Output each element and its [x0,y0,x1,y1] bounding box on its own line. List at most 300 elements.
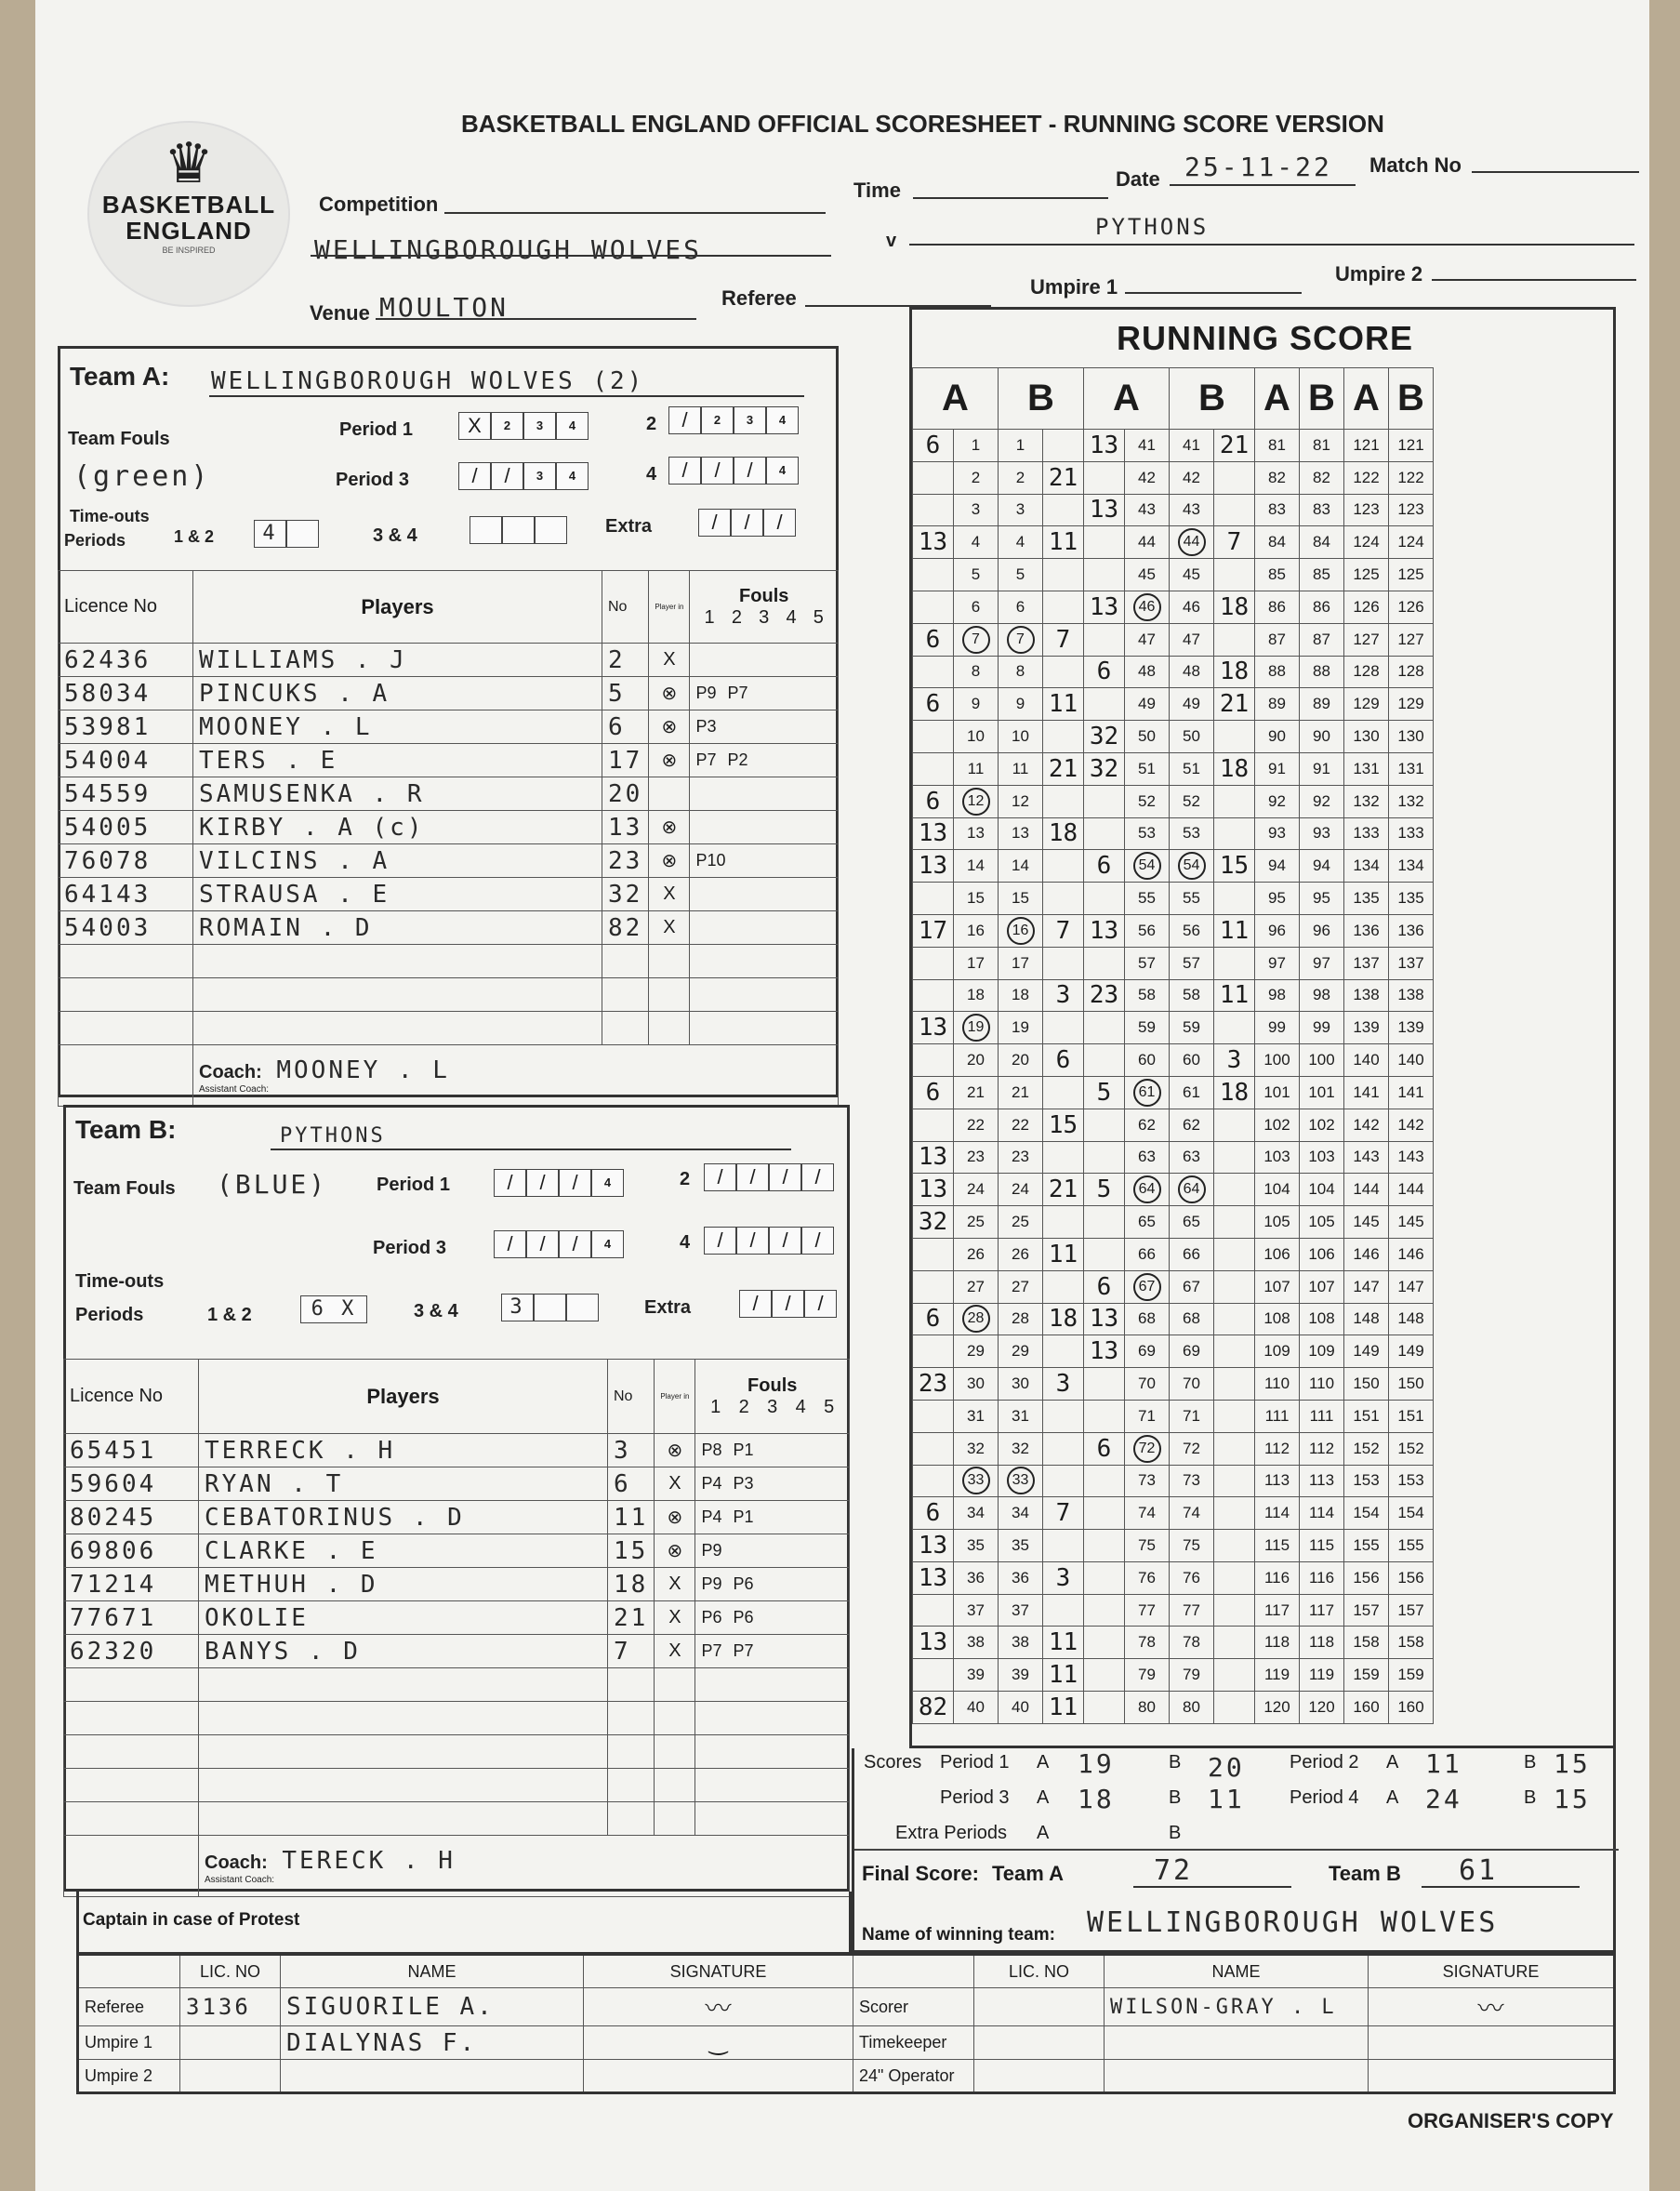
rs-score-a2: 45 [1125,559,1170,591]
team-b-player-row [64,1735,850,1769]
team-a-timeouts-34 [470,516,567,544]
rs-score-b3: 91 [1300,752,1344,785]
final-team-b-label: Team B [1329,1862,1401,1885]
team-a-period3-label: Period 3 [336,470,409,490]
p4-a-score: 24 [1425,1784,1462,1814]
rs-player-a1: 6 [913,1497,954,1530]
team-b-player-in: ⊗ [655,1534,695,1568]
date-value: 25-11-22 [1184,152,1332,182]
rs-score-b2: 63 [1170,1141,1214,1174]
team-b-player-name: OKOLIE [199,1601,608,1635]
rs-score-b3: 119 [1300,1659,1344,1692]
rs-player-b1: 11 [1043,1692,1084,1724]
rs-score-a2: 67 [1125,1270,1170,1303]
rs-header-7: B [1389,368,1434,430]
rs-score-b2: 79 [1170,1659,1214,1692]
rs-player-a2 [1084,1141,1125,1174]
rs-score-a2: 62 [1125,1109,1170,1141]
p1-b-score: 20 [1208,1752,1245,1783]
rs-score-a1: 34 [954,1497,999,1530]
rs-player-a1 [913,752,954,785]
rs-player-b2: 11 [1214,914,1255,947]
p1-b-label: B [1169,1752,1182,1773]
rs-player-a1: 13 [913,1627,954,1659]
rs-score-b4: 142 [1389,1109,1434,1141]
team-b-timeouts-label: Time-outs [75,1271,165,1292]
team-b-player-row [64,1702,850,1735]
rs-score-a1: 14 [954,850,999,883]
rs-player-a1: 13 [913,1561,954,1594]
rs-score-a3: 91 [1255,752,1300,785]
rs-row [913,1432,1434,1465]
rs-player-a1 [913,1335,954,1368]
team-a-player-licence: 76078 [59,844,193,878]
rs-score-b2: 48 [1170,656,1214,688]
rs-player-a1 [913,1432,954,1465]
rs-score-b4: 130 [1389,721,1434,753]
rs-player-b1 [1043,1335,1084,1368]
rs-row [913,494,1434,526]
team-a-empty-cell [602,978,649,1012]
team-b-period3-fouls: / / / 4 [494,1230,624,1258]
rs-score-b3: 84 [1300,526,1344,559]
rs-player-a2: 23 [1084,979,1125,1012]
team-a-panel [58,346,839,1097]
team-a-period1-fouls: X 2 3 4 [458,412,589,440]
rs-score-b2: 47 [1170,623,1214,656]
rs-score-a2: 53 [1125,817,1170,850]
rs-player-a1 [913,721,954,753]
rs-score-b4: 135 [1389,883,1434,915]
rs-player-a1 [913,559,954,591]
p3-b-label: B [1169,1787,1182,1808]
rs-score-a3: 104 [1255,1174,1300,1206]
team-b-empty-cell [608,1668,655,1702]
rs-score-b3: 110 [1300,1368,1344,1401]
extra-b-label: B [1169,1823,1182,1843]
rs-row [913,656,1434,688]
rs-score-b2: 55 [1170,883,1214,915]
rs-score-b3: 92 [1300,785,1344,817]
rs-score-a2: 76 [1125,1561,1170,1594]
rs-player-b2 [1214,883,1255,915]
rs-row [913,1012,1434,1044]
rs-row [913,461,1434,494]
rs-score-a3: 95 [1255,883,1300,915]
rs-score-b3: 96 [1300,914,1344,947]
team-a-player-name: VILCINS . A [193,844,602,878]
team-a-player-no: 82 [602,911,649,945]
rs-player-b1 [1043,883,1084,915]
rs-score-b3: 87 [1300,623,1344,656]
team-a-fouls-header: Fouls 1 2 3 4 5 [690,571,839,644]
team-a-player-fouls [690,777,839,811]
rs-score-a4: 132 [1344,785,1389,817]
team-b-player-name: CEBATORINUS . D [199,1501,608,1534]
team-a-empty-cell [59,978,193,1012]
team-a-periods-12: 1 & 2 [174,527,215,546]
rs-score-b2: 75 [1170,1530,1214,1562]
rs-player-a1: 13 [913,850,954,883]
rs-score-a1: 5 [954,559,999,591]
team-b-period2-fouls: / / / / [704,1163,834,1191]
rs-score-a4: 145 [1344,1206,1389,1239]
team-b-period4-label: 4 [680,1232,691,1253]
team-a-player-row [59,844,839,878]
team-a-player-row [59,911,839,945]
running-score-title: RUNNING SCORE [1117,319,1414,357]
rs-player-a2 [1084,1561,1125,1594]
rs-player-a2 [1084,1497,1125,1530]
rs-score-b1: 1 [999,430,1043,462]
rs-score-a1: 27 [954,1270,999,1303]
rs-player-b2 [1214,1400,1255,1432]
team-a-player-name: WILLIAMS . J [193,644,602,677]
team-b-player-licence: 62320 [64,1635,199,1668]
rs-player-b2 [1214,559,1255,591]
rs-score-a4: 144 [1344,1174,1389,1206]
rs-score-a3: 85 [1255,559,1300,591]
rs-score-a1: 11 [954,752,999,785]
team-a-player-in: ⊗ [649,844,690,878]
rs-score-a4: 130 [1344,721,1389,753]
rs-score-b3: 113 [1300,1465,1344,1497]
team-b-empty-cell [695,1702,850,1735]
rs-score-b3: 103 [1300,1141,1344,1174]
captain-protest-label: Captain in case of Protest [83,1910,300,1930]
rs-score-a1: 3 [954,494,999,526]
team-b-player-licence: 59604 [64,1467,199,1501]
umpire2-label: Umpire 2 [1335,262,1423,285]
rs-score-b2: 69 [1170,1335,1214,1368]
rs-score-b4: 129 [1389,688,1434,721]
rs-player-a2 [1084,1012,1125,1044]
rs-score-a1: 18 [954,979,999,1012]
rs-score-b4: 143 [1389,1141,1434,1174]
rs-row [913,1141,1434,1174]
logo-tagline: BE INSPIRED [162,246,216,255]
rs-score-a1: 22 [954,1109,999,1141]
rs-player-b1: 11 [1043,526,1084,559]
rs-player-b2 [1214,1238,1255,1270]
rs-score-a4: 154 [1344,1497,1389,1530]
rs-score-b1: 14 [999,850,1043,883]
team-b-player-name: BANYS . D [199,1635,608,1668]
rs-score-b2: 67 [1170,1270,1214,1303]
winning-team-value: WELLINGBOROUGH WOLVES [1087,1906,1499,1939]
p2-a-label: A [1386,1752,1399,1773]
rs-player-a2 [1084,1109,1125,1141]
rs-score-b2: 42 [1170,461,1214,494]
team-b-player-name: RYAN . T [199,1467,608,1501]
rs-score-a3: 120 [1255,1692,1300,1724]
team-b-empty-cell [64,1769,199,1802]
rs-header-5: B [1300,368,1344,430]
running-score-panel [909,307,1616,1748]
rs-player-b2: 18 [1214,752,1255,785]
team-a-player-name: STRAUSA . E [193,878,602,911]
team-a-player-row [59,811,839,844]
rs-score-a2: 44 [1125,526,1170,559]
rs-player-b2 [1214,1141,1255,1174]
scorer-row-label: Scorer [853,1988,974,2026]
rs-score-a4: 125 [1344,559,1389,591]
team-a-player-fouls [690,911,839,945]
rs-player-b2: 21 [1214,688,1255,721]
rs-score-b4: 121 [1389,430,1434,462]
p4-b-label: B [1524,1787,1537,1808]
rs-player-a1: 13 [913,526,954,559]
rs-score-a1: 39 [954,1659,999,1692]
team-b-player-fouls: P4 P1 [695,1501,850,1534]
team-b-header-name: PYTHONS [1095,214,1210,240]
team-a-no-header: No [602,571,649,644]
rs-score-b4: 154 [1389,1497,1434,1530]
rs-player-b1: 21 [1043,461,1084,494]
rs-score-b3: 83 [1300,494,1344,526]
team-b-player-fouls: P6 P6 [695,1601,850,1635]
team-a-player-in: ⊗ [649,677,690,710]
rs-player-b1 [1043,721,1084,753]
venue-value: MOULTON [379,292,509,323]
rs-player-a2: 6 [1084,1432,1125,1465]
rs-score-a3: 110 [1255,1368,1300,1401]
rs-score-a2: 77 [1125,1594,1170,1627]
rs-score-b2: 45 [1170,559,1214,591]
rs-score-b4: 124 [1389,526,1434,559]
rs-score-b2: 52 [1170,785,1214,817]
rs-score-a3: 84 [1255,526,1300,559]
rs-score-b4: 138 [1389,979,1434,1012]
rs-player-a1: 32 [913,1206,954,1239]
rs-player-b1: 7 [1043,1497,1084,1530]
p4-b-score: 15 [1554,1784,1591,1814]
rs-score-a1: 7 [954,623,999,656]
rs-score-a1: 31 [954,1400,999,1432]
final-score-b: 61 [1459,1854,1499,1887]
rs-score-a1: 15 [954,883,999,915]
rs-score-b3: 117 [1300,1594,1344,1627]
rs-score-b4: 158 [1389,1627,1434,1659]
rs-player-b1 [1043,1141,1084,1174]
rs-score-b3: 118 [1300,1627,1344,1659]
team-a-player-row [59,744,839,777]
rs-player-a1 [913,591,954,623]
rs-score-a3: 117 [1255,1594,1300,1627]
team-b-player-in: X [655,1568,695,1601]
rs-row [913,526,1434,559]
team-a-periods-label: Periods [64,531,126,550]
team-a-periods-34: 3 & 4 [373,525,417,546]
team-a-player-name: ROMAIN . D [193,911,602,945]
rs-player-a2 [1084,526,1125,559]
rs-row [913,1368,1434,1401]
rs-score-b1: 27 [999,1270,1043,1303]
rs-score-b2: 57 [1170,947,1214,979]
rs-score-a2: 57 [1125,947,1170,979]
rs-player-a2 [1084,1238,1125,1270]
team-b-player-in: X [655,1601,695,1635]
scores-label: Scores [864,1752,922,1773]
rs-player-b1: 3 [1043,1561,1084,1594]
team-a-period4-label: 4 [646,464,657,485]
rs-player-b1: 18 [1043,1303,1084,1335]
team-a-player-name: TERS . E [193,744,602,777]
rs-player-b2 [1214,1303,1255,1335]
team-a-player-name: SAMUSENKA . R [193,777,602,811]
rs-player-b1 [1043,1432,1084,1465]
rs-score-b3: 105 [1300,1206,1344,1239]
team-a-player-row [59,945,839,978]
rs-player-a1: 82 [913,1692,954,1724]
rs-score-b3: 114 [1300,1497,1344,1530]
rs-score-a4: 131 [1344,752,1389,785]
rs-player-a1 [913,461,954,494]
team-b-periods-12: 1 & 2 [207,1305,252,1325]
rs-score-b3: 111 [1300,1400,1344,1432]
rs-score-b4: 131 [1389,752,1434,785]
logo-text-2: ENGLAND [126,217,252,245]
rs-score-b2: 58 [1170,979,1214,1012]
rs-score-a3: 81 [1255,430,1300,462]
rs-score-b3: 89 [1300,688,1344,721]
rs-score-b2: 66 [1170,1238,1214,1270]
rs-score-b1: 33 [999,1465,1043,1497]
rs-player-a1 [913,1400,954,1432]
rs-score-b2: 76 [1170,1561,1214,1594]
rs-score-b4: 157 [1389,1594,1434,1627]
team-a-extra-label: Extra [605,516,653,537]
rs-player-b1 [1043,1012,1084,1044]
rs-score-a2: 68 [1125,1303,1170,1335]
team-b-empty-cell [199,1735,608,1769]
team-a-player-licence: 54004 [59,744,193,777]
team-b-empty-cell [199,1668,608,1702]
rs-score-a4: 142 [1344,1109,1389,1141]
rs-row [913,1076,1434,1109]
team-b-empty-cell [655,1769,695,1802]
rs-player-a2: 13 [1084,1303,1125,1335]
scoresheet [35,0,1649,2191]
rs-player-b1: 11 [1043,1627,1084,1659]
rs-score-b4: 148 [1389,1303,1434,1335]
rs-score-b3: 94 [1300,850,1344,883]
rs-score-a2: 41 [1125,430,1170,462]
rs-score-b1: 21 [999,1076,1043,1109]
rs-score-a4: 141 [1344,1076,1389,1109]
rs-row [913,1627,1434,1659]
rs-player-b1: 3 [1043,1368,1084,1401]
team-b-empty-cell [64,1668,199,1702]
rs-score-b2: 74 [1170,1497,1214,1530]
rs-row [913,1561,1434,1594]
rs-score-b3: 116 [1300,1561,1344,1594]
rs-score-b4: 128 [1389,656,1434,688]
team-a-period1-label: Period 1 [339,419,413,440]
rs-player-b1 [1043,1465,1084,1497]
rs-player-b1: 15 [1043,1109,1084,1141]
rs-score-b4: 146 [1389,1238,1434,1270]
referee-row-label: Referee [78,1988,180,2026]
rs-score-a3: 101 [1255,1076,1300,1109]
rs-score-a3: 92 [1255,785,1300,817]
rs-score-a1: 23 [954,1141,999,1174]
team-a-licence-header: Licence No [59,571,193,644]
rs-player-b1: 11 [1043,688,1084,721]
team-b-empty-cell [199,1802,608,1836]
rs-player-a2 [1084,461,1125,494]
rs-player-b2: 18 [1214,591,1255,623]
rs-score-a3: 106 [1255,1238,1300,1270]
team-a-player-licence: 54003 [59,911,193,945]
rs-score-b1: 35 [999,1530,1043,1562]
rs-score-a4: 121 [1344,430,1389,462]
rs-score-a3: 119 [1255,1659,1300,1692]
team-a-player-no: 20 [602,777,649,811]
team-b-player-row [64,1568,850,1601]
rs-player-a2: 13 [1084,591,1125,623]
team-a-period3-fouls: / / 3 4 [458,462,589,490]
rs-score-a4: 151 [1344,1400,1389,1432]
team-b-player-in-header: Player in [655,1360,695,1434]
rs-score-a3: 82 [1255,461,1300,494]
officials-lic-header-right: LIC. NO [974,1955,1105,1988]
rs-score-a4: 137 [1344,947,1389,979]
rs-player-a1: 6 [913,1303,954,1335]
rs-score-a2: 48 [1125,656,1170,688]
lions-crest-icon: ♛ [164,132,214,194]
rs-score-b1: 15 [999,883,1043,915]
team-b-player-in: X [655,1635,695,1668]
rs-score-a4: 136 [1344,914,1389,947]
rs-score-b2: 53 [1170,817,1214,850]
team-a-player-licence: 54559 [59,777,193,811]
rs-score-a3: 112 [1255,1432,1300,1465]
rs-score-b3: 104 [1300,1174,1344,1206]
final-score-a: 72 [1154,1854,1194,1887]
team-a-player-licence: 62436 [59,644,193,677]
rs-score-b4: 136 [1389,914,1434,947]
rs-score-a2: 51 [1125,752,1170,785]
rs-score-a1: 29 [954,1335,999,1368]
rs-player-b2: 3 [1214,1044,1255,1077]
rs-player-b2 [1214,721,1255,753]
rs-row [913,883,1434,915]
date-label: Date [1116,167,1160,191]
team-b-empty-cell [199,1702,608,1735]
rs-score-a1: 30 [954,1368,999,1401]
rs-player-b2 [1214,1497,1255,1530]
rs-row [913,430,1434,462]
rs-score-a4: 149 [1344,1335,1389,1368]
umpire1-name: DIALYNAS F. [281,2026,584,2060]
rs-player-b1 [1043,494,1084,526]
team-a-player-no: 2 [602,644,649,677]
team-a-period4-fouls: / / / 4 [668,457,799,485]
rs-score-a1: 36 [954,1561,999,1594]
organisers-copy-label: ORGANISER'S COPY [1408,2109,1614,2132]
team-b-player-row [64,1601,850,1635]
umpire2-row-label: Umpire 2 [78,2060,180,2093]
rs-score-b2: 51 [1170,752,1214,785]
team-b-player-row [64,1635,850,1668]
rs-player-b2 [1214,1627,1255,1659]
rs-score-a1: 4 [954,526,999,559]
rs-score-b1: 28 [999,1303,1043,1335]
rs-score-a2: 46 [1125,591,1170,623]
rs-score-b4: 150 [1389,1368,1434,1401]
rs-player-a2: 13 [1084,914,1125,947]
